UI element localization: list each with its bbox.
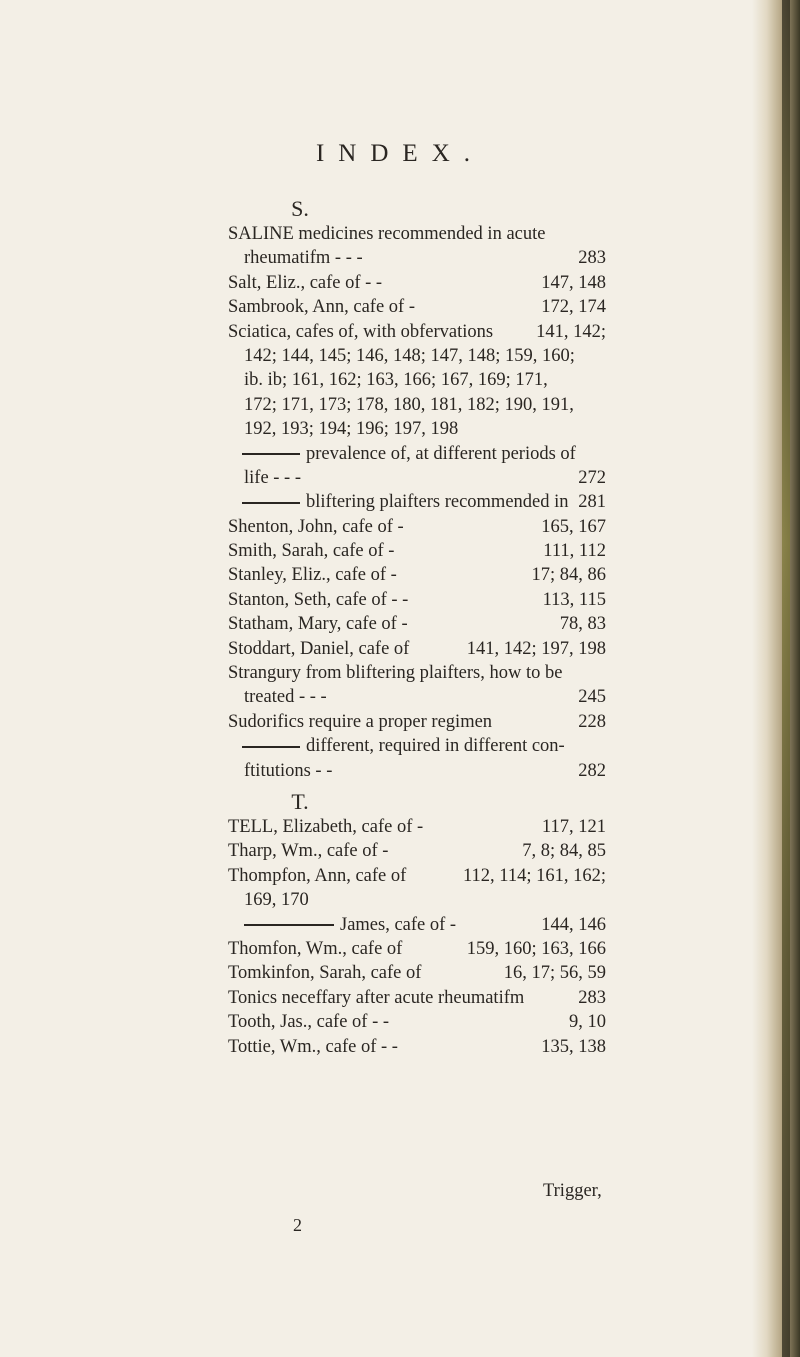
index-entry — [228, 637, 606, 661]
index-entry — [228, 913, 606, 937]
entry-text — [228, 1035, 398, 1059]
entry-pages: 144, 146 — [541, 914, 606, 935]
entry-text — [228, 1010, 389, 1034]
entry-pages: 113, 115 — [542, 589, 606, 610]
entry-label: Tomkinfon, Sarah, cafe of — [228, 963, 422, 984]
entry-label: Shenton, John, cafe of - — [228, 516, 404, 537]
entry-label: bliftering plaifters recommended in — [306, 492, 569, 513]
entry-text — [228, 839, 388, 863]
index-entry — [228, 466, 606, 490]
entry-pages: 111, 112 — [543, 541, 606, 562]
entry-text — [244, 759, 332, 783]
index-entry — [228, 563, 606, 587]
entry-text — [228, 588, 408, 612]
entry-label: different, required in different con- — [306, 736, 565, 757]
page-edge — [752, 0, 800, 1357]
entry-pages: 78, 83 — [559, 614, 606, 635]
entry-label: ftitutions - - — [244, 760, 333, 781]
entry-text — [228, 490, 569, 514]
entry-pages: 141, 142; — [536, 321, 606, 342]
entry-text — [228, 986, 524, 1010]
entry-label: 192, 193; 194; 196; 197, 198 — [244, 419, 459, 440]
entry-pages: 228 — [578, 711, 606, 732]
index-entry — [228, 888, 606, 912]
index-entry — [228, 1035, 606, 1059]
entry-pages: 9, 10 — [569, 1012, 606, 1033]
entry-pages: 135, 138 — [541, 1036, 606, 1057]
entry-pages: 112, 114; 161, 162; — [462, 865, 606, 886]
section-letter-t: T. — [291, 789, 309, 814]
entry-pages: 141, 142; 197, 198 — [466, 638, 606, 659]
ditto-dash — [242, 502, 300, 504]
index-entry — [228, 368, 606, 392]
entry-pages: 117, 121 — [541, 817, 606, 837]
entry-text — [228, 937, 402, 961]
entry-label: Stanton, Seth, cafe of - - — [228, 589, 409, 610]
entry-text — [228, 734, 565, 758]
section-t-entries — [228, 815, 606, 1059]
entry-pages: 245 — [578, 687, 606, 708]
entry-text — [228, 864, 406, 888]
ditto-dash — [244, 924, 334, 926]
entry-text — [228, 637, 409, 661]
entry-text — [228, 320, 493, 344]
binding-shadow — [782, 0, 790, 1357]
ditto-dash — [242, 453, 300, 455]
index-entry — [228, 759, 606, 783]
entry-label: 142; 144, 145; 146, 148; 147, 148; 159, 160; — [244, 345, 575, 366]
entry-label: Strangury from bliftering plaifters, how to be — [228, 663, 563, 684]
entry-pages: 165, 167 — [541, 516, 606, 537]
entry-label: Sciatica, cafes of, with obfervations — [228, 321, 494, 342]
index-entry — [228, 295, 606, 319]
entry-text — [244, 344, 575, 368]
index-entry — [228, 222, 606, 246]
entry-label: 172; 171, 173; 178, 180, 181, 182; 190, 191, — [244, 394, 574, 415]
entry-text — [228, 563, 397, 587]
entry-pages: 16, 17; 56, 59 — [503, 963, 606, 984]
index-entry — [228, 442, 606, 466]
entry-label: Salt, Eliz., cafe of - - — [228, 272, 383, 293]
entry-label: Stoddart, Daniel, cafe of — [228, 638, 410, 659]
entry-label: Thompfon, Ann, cafe of — [228, 865, 407, 886]
index-entry — [228, 986, 606, 1010]
entry-label: James, cafe of - — [340, 914, 457, 935]
entry-pages: 282 — [578, 760, 606, 781]
index-entry — [228, 612, 606, 636]
entry-pages: 272 — [578, 467, 606, 488]
entry-text — [228, 961, 421, 985]
entry-pages: 17; 84, 86 — [531, 565, 606, 586]
entry-label: Thomfon, Wm., cafe of — [228, 938, 403, 959]
entry-text — [244, 685, 327, 709]
index-entry — [228, 417, 606, 441]
entry-text — [228, 612, 408, 636]
entry-label: Stanley, Eliz., cafe of - — [228, 565, 397, 586]
entry-label: 169, 170 — [244, 890, 309, 911]
entry-label: Sudorifics require a proper regimen — [228, 711, 493, 732]
index-entry — [228, 539, 606, 563]
index-entry — [228, 588, 606, 612]
index-entry — [228, 710, 606, 734]
section-letter-s: S. — [291, 196, 309, 221]
entry-text — [244, 393, 574, 417]
index-entry — [228, 937, 606, 961]
entry-text — [244, 246, 363, 270]
entry-text — [228, 661, 562, 685]
entry-label: Tonics neceffary after acute rheumatifm — [228, 987, 525, 1008]
entry-label: TELL, Elizabeth, cafe of - — [228, 817, 424, 837]
entry-text — [244, 417, 458, 441]
index-entry — [228, 734, 606, 758]
entry-label: SALINE medicines recommended in acute — [228, 224, 546, 244]
page-title: INDEX. — [315, 140, 484, 167]
ditto-dash — [242, 746, 300, 748]
index-entry — [228, 515, 606, 539]
index-entry — [228, 685, 606, 709]
index-entry — [228, 320, 606, 344]
entry-pages: 283 — [578, 248, 606, 269]
entry-label: life - - - — [244, 467, 302, 488]
entry-text — [228, 222, 545, 246]
entry-label: Statham, Mary, cafe of - — [228, 614, 408, 635]
entry-pages: 172, 174 — [541, 297, 606, 318]
entry-text — [228, 815, 423, 839]
entry-label: ib. ib; 161, 162; 163, 166; 167, 169; 171, — [244, 370, 548, 391]
entry-text — [228, 295, 415, 319]
entry-text — [244, 368, 548, 392]
entry-text — [228, 539, 394, 563]
entry-label: prevalence of, at different periods of — [306, 443, 576, 464]
catchword: Trigger, — [543, 1181, 602, 1201]
index-entry — [228, 490, 606, 514]
entry-text — [228, 515, 404, 539]
entry-label: treated - - - — [244, 687, 327, 708]
entry-text — [228, 710, 492, 734]
index-entry — [228, 344, 606, 368]
entry-label: rheumatifm - - - — [244, 248, 363, 269]
entry-text — [244, 466, 301, 490]
entry-label: Tharp, Wm., cafe of - — [228, 841, 389, 862]
entry-pages: 159, 160; 163, 166 — [466, 938, 606, 959]
index-entry — [228, 864, 606, 888]
page-number: 2 — [293, 1215, 302, 1235]
index-entry — [228, 961, 606, 985]
index-entry — [228, 393, 606, 417]
entry-pages: 281 — [578, 492, 606, 513]
index-entry — [228, 246, 606, 270]
entry-text — [228, 442, 576, 466]
index-entry — [228, 815, 606, 839]
index-entry — [228, 1010, 606, 1034]
entry-text — [244, 888, 309, 912]
index-entry — [228, 271, 606, 295]
entry-label: Tooth, Jas., cafe of - - — [228, 1012, 390, 1033]
index-entry — [228, 661, 606, 685]
entry-pages: 147, 148 — [541, 272, 606, 293]
section-s-entries — [228, 222, 606, 783]
entry-pages: 7, 8; 84, 85 — [522, 841, 606, 862]
index-entry — [228, 839, 606, 863]
entry-text — [228, 913, 456, 937]
entry-label: Smith, Sarah, cafe of - — [228, 541, 395, 562]
entry-label: Sambrook, Ann, cafe of - — [228, 297, 416, 318]
entry-text — [228, 271, 382, 295]
entry-pages: 283 — [578, 987, 606, 1008]
entry-label: Tottie, Wm., cafe of - - — [228, 1036, 398, 1057]
